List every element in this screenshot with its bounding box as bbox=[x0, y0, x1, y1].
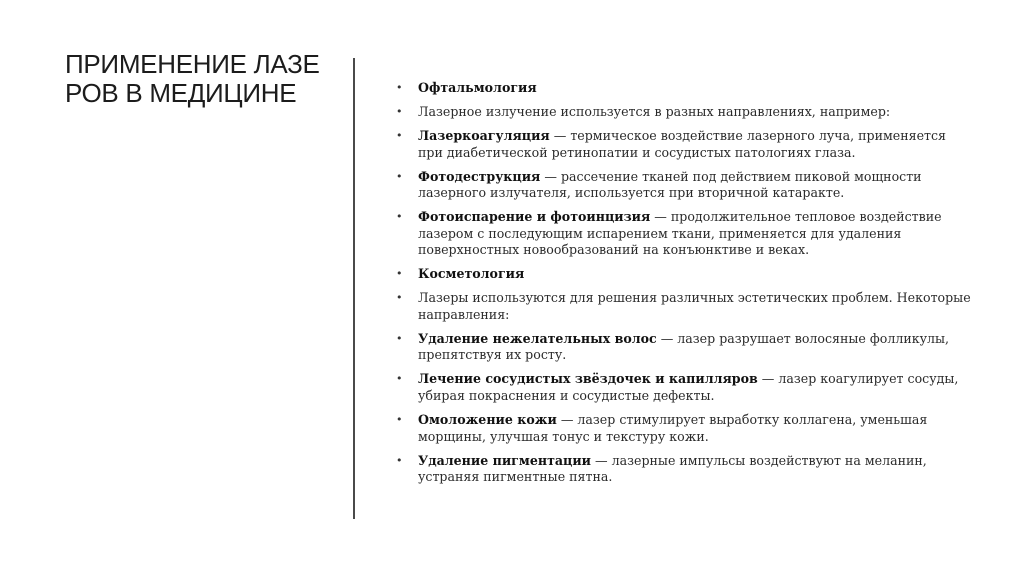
list-item bbox=[393, 290, 973, 323]
list-item bbox=[393, 412, 973, 445]
bullet-icon: • bbox=[396, 453, 403, 467]
slide-title-line-1: ПРИМЕНЕНИЕ ЛАЗЕ bbox=[65, 49, 320, 79]
item-text: — термическое воздействие лазерного луча, применяется при диабетической ретинопатии и сосудистых патологиях глаза. bbox=[418, 127, 946, 160]
vertical-divider bbox=[353, 58, 355, 519]
list-item bbox=[393, 371, 973, 404]
bullet-icon: • bbox=[396, 81, 403, 94]
list-item bbox=[393, 209, 973, 259]
item-term: Фотоиспарение и фотоинцизия bbox=[418, 209, 651, 225]
bullet-icon: • bbox=[396, 372, 403, 386]
item-term: Лечение сосудистых звёздочек и капилляров bbox=[418, 371, 758, 387]
list-item bbox=[393, 169, 973, 202]
item-text: — лазер стимулирует выработку коллагена, уменьшая морщины, улучшая тонус и текстуру кожи. bbox=[418, 412, 928, 444]
item-text: — лазер коагулирует сосуды, убирая покраснения и сосудистые дефекты. bbox=[418, 371, 959, 404]
list-item bbox=[393, 453, 973, 486]
bullet-icon: • bbox=[396, 267, 403, 281]
item-term: Косметология bbox=[418, 266, 525, 282]
item-term: Удаление пигментации bbox=[418, 452, 592, 468]
bullet-list bbox=[393, 80, 973, 486]
bullet-icon: • bbox=[396, 413, 403, 427]
item-term: Фотодеструкция bbox=[418, 168, 541, 184]
list-item bbox=[393, 128, 973, 161]
slide-title bbox=[65, 50, 335, 108]
item-term: Удаление нежелательных волос bbox=[418, 330, 657, 346]
item-term: Лазеркоагуляция bbox=[418, 127, 550, 143]
item-text: — лазерные импульсы воздействуют на меланин, устраняя пигментные пятна. bbox=[418, 452, 927, 485]
item-term: Омоложение кожи bbox=[418, 412, 557, 428]
bullet-icon: • bbox=[396, 210, 403, 224]
item-text: Лазеры используются для решения различных эстетических проблем. Некоторые направления: bbox=[418, 290, 971, 322]
list-item bbox=[393, 104, 973, 121]
bullet-icon: • bbox=[396, 169, 403, 183]
item-text: — лазер разрушает волосяные фолликулы, препятствуя их росту. bbox=[418, 330, 950, 363]
list-item bbox=[393, 331, 973, 364]
item-text: — продолжительное тепловое воздействие лазером с последующим испарением ткани, применяется для удаления поверхностных новообразований на конъюнктиве и веках. bbox=[418, 209, 942, 258]
bullet-icon: • bbox=[396, 128, 403, 142]
slide-content bbox=[393, 80, 973, 493]
bullet-icon: • bbox=[396, 331, 403, 345]
item-text: Лазерное излучение используется в разных направлениях, например: bbox=[418, 103, 891, 119]
item-term: Офтальмология bbox=[418, 80, 537, 95]
bullet-icon: • bbox=[396, 104, 403, 118]
slide-title-line-2: РОВ В МЕДИЦИНЕ bbox=[65, 78, 297, 108]
item-text: — рассечение тканей под действием пиковой мощности лазерного излучателя, используется при вторичной катаракте. bbox=[418, 168, 922, 201]
bullet-icon: • bbox=[396, 291, 403, 305]
list-item-cosmetology bbox=[393, 266, 973, 283]
list-item-ophthalmology bbox=[393, 80, 973, 97]
